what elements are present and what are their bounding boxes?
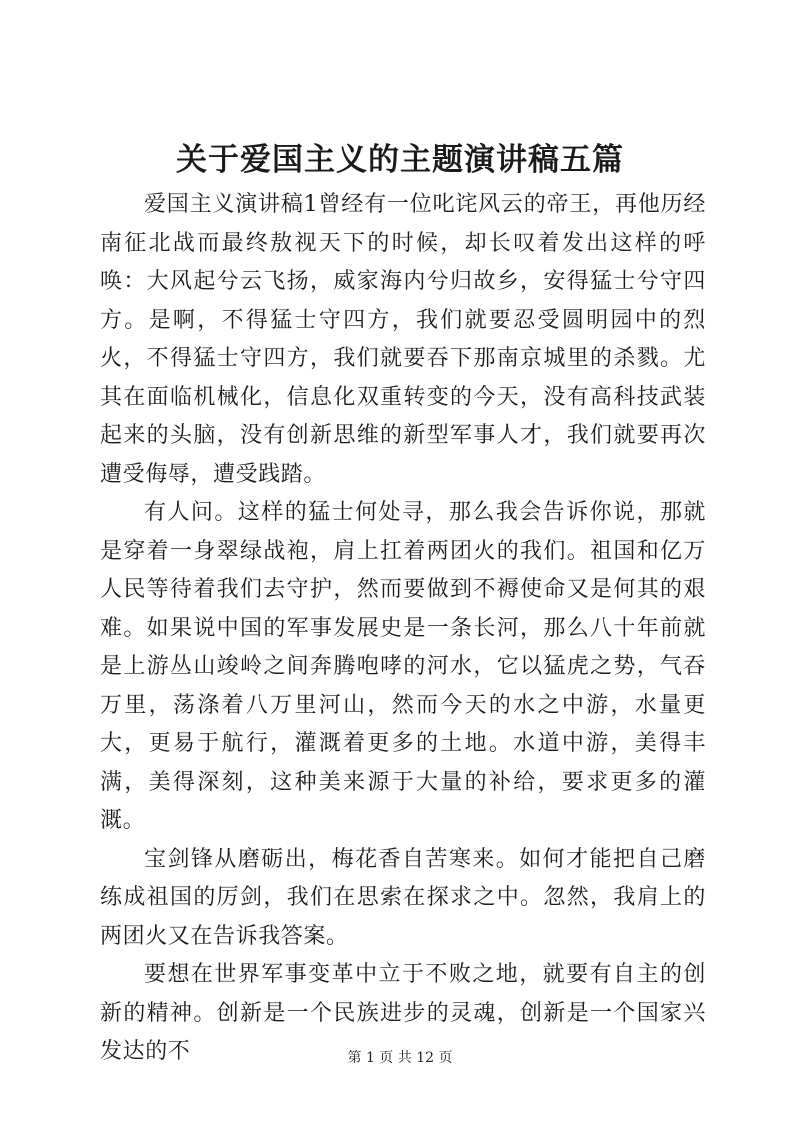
paragraph-4: 要想在世界军事变革中立于不败之地，就要有自主的创新的精神。创新是一个民族进步的灵魂，创新是一个国家兴发达的不	[100, 962, 706, 1064]
document-title: 关于爱国主义的主题演讲稿五篇	[176, 142, 624, 178]
document-body	[100, 186, 706, 1072]
paragraph-1: 爱国主义演讲稿1曾经有一位叱诧风云的帝王，再他历经南征北战而最终敖视天下的时候，却长叹着发出这样的呼唤：大风起兮云飞扬，威家海内兮归故乡，安得猛士兮守四方。是啊，不得猛士守四方，我们就要忍受圆明园中的烈火，不得猛士守四方，我们就要吞下那南京城里的杀戮。尤其在面临机械化，信息化双重转变的今天，没有高科技武装起来的头脑，没有创新思维的新型军事人才，我们就要再次遭受侮辱，遭受践踏。	[100, 192, 706, 487]
page-footer: 第 1 页 共 12 页	[347, 1050, 453, 1066]
paragraph-2: 有人问。这样的猛士何处寻，那么我会告诉你说，那就是穿着一身翠绿战袍，肩上扛着两团火的我们。祖国和亿万人民等待着我们去守护，然而要做到不褥使命又是何其的艰难。如果说中国的军事发展史是一条长河，那么八十年前就是上游丛山竣岭之间奔腾咆哮的河水，它以猛虎之势，气吞万里，荡涤着八万里河山，然而今天的水之中游，水量更大，更易于航行，灌溉着更多的土地。水道中游，美得丰满，美得深刻，这种美来源于大量的补给，要求更多的灌溉。	[100, 500, 706, 833]
paragraph-3: 宝剑锋从磨砺出，梅花香自苦寒来。如何才能把自己磨练成祖国的厉剑，我们在思索在探求之中。忽然，我肩上的两团火又在告诉我答案。	[100, 846, 706, 949]
